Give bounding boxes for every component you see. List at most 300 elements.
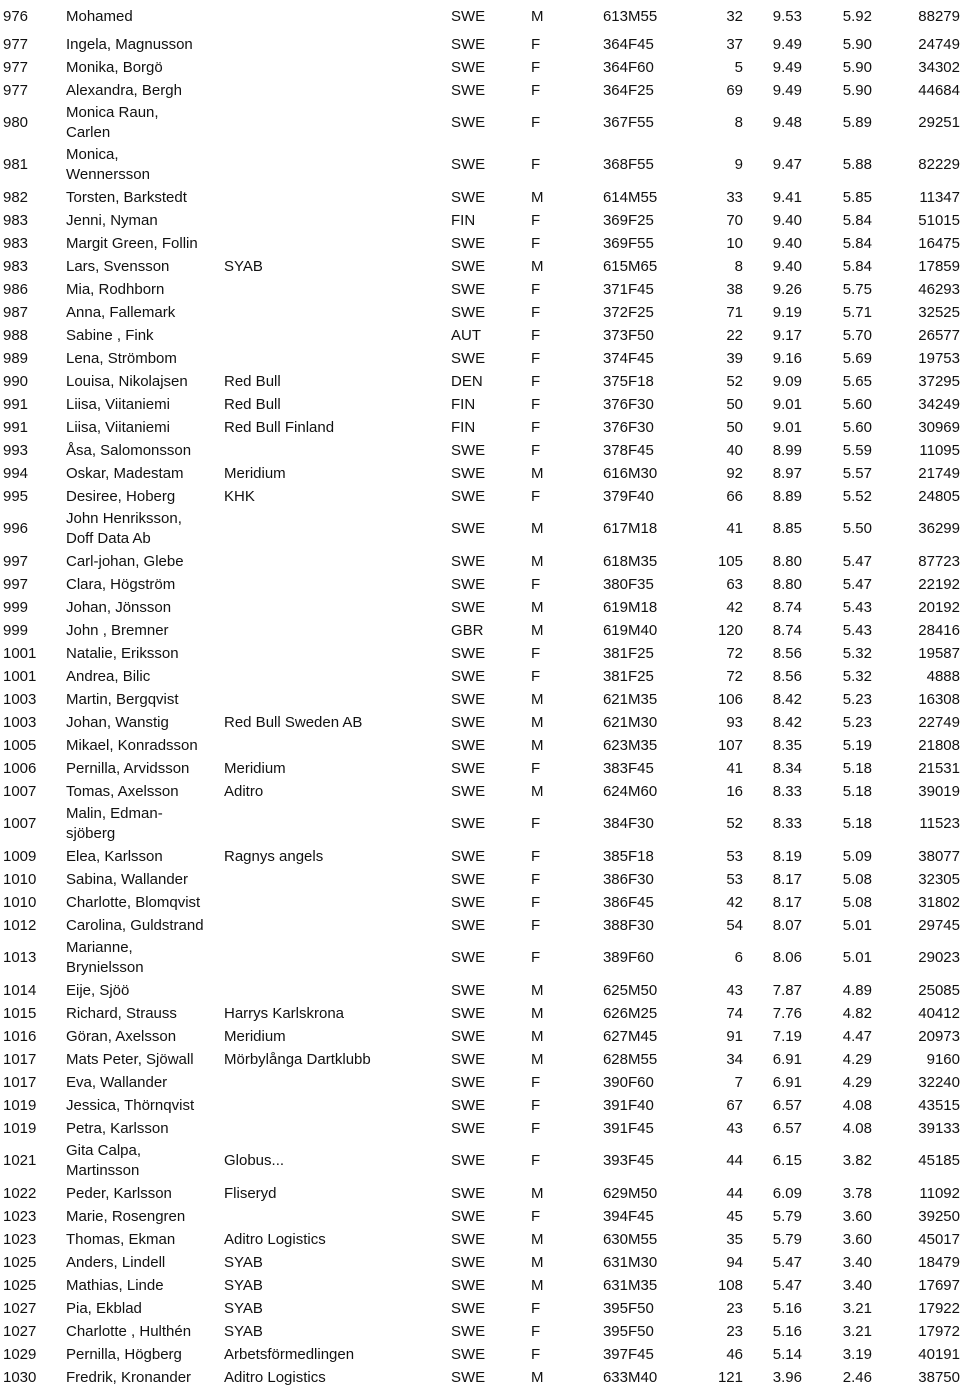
cell-name: Monica Raun, Carlen (66, 104, 159, 141)
cell-place: 1023 (3, 1230, 37, 1248)
cell-club: Fliseryd (224, 1184, 277, 1202)
cell-nation: FIN (451, 418, 476, 436)
cell-speed: 6.91 (772, 1050, 802, 1068)
cell-sex-place: 388 (602, 916, 628, 934)
cell-sex: M (531, 1253, 544, 1271)
cell-club (224, 144, 451, 186)
cell-class-place: 53 (726, 870, 743, 888)
cell-sex: F (531, 303, 541, 321)
cell-club (224, 79, 451, 102)
cell-club (224, 891, 451, 914)
cell-name: John Henriksson, Doff Data Ab (66, 510, 182, 547)
cell-bib: 87723 (918, 552, 960, 570)
cell-class: F50 (628, 1322, 654, 1340)
cell-pace: 5.88 (842, 156, 872, 173)
cell-speed: 9.49 (772, 35, 802, 53)
cell-pace: 5.47 (842, 552, 872, 570)
cell-class: F45 (628, 759, 654, 777)
table-row (0, 937, 960, 979)
cell-pace: 5.23 (842, 690, 872, 708)
cell-class-place: 46 (726, 1345, 743, 1363)
cell-speed: 8.33 (772, 782, 802, 800)
cell-speed: 5.16 (772, 1322, 802, 1340)
cell-class-place: 44 (726, 1184, 743, 1202)
cell-speed: 8.33 (772, 815, 802, 832)
cell-name: Jenni, Nyman (66, 211, 158, 229)
cell-speed: 3.96 (772, 1368, 802, 1386)
table-row (0, 642, 960, 665)
cell-place: 1029 (3, 1345, 37, 1363)
cell-class-place: 107 (717, 736, 743, 754)
cell-class-place: 8 (734, 114, 743, 131)
cell-sex: F (531, 667, 541, 685)
cell-club: KHK (224, 487, 255, 505)
cell-class-place: 67 (726, 1096, 743, 1114)
cell-class: F45 (628, 893, 654, 911)
cell-speed: 9.48 (772, 114, 802, 131)
cell-nation: SWE (451, 575, 486, 593)
cell-class: M35 (628, 736, 658, 754)
cell-bib: 34249 (918, 395, 960, 413)
cell-name: Anders, Lindell (66, 1253, 166, 1271)
table-row (0, 1228, 960, 1251)
cell-place: 1001 (3, 667, 37, 685)
cell-sex: F (531, 349, 541, 367)
cell-place: 1017 (3, 1050, 37, 1068)
cell-speed: 9.40 (772, 257, 802, 275)
cell-name: Petra, Karlsson (66, 1119, 169, 1137)
cell-class-place: 92 (726, 464, 743, 482)
cell-club (224, 301, 451, 324)
cell-bib: 45185 (918, 1152, 960, 1169)
cell-speed: 8.80 (772, 575, 802, 593)
cell-pace: 5.84 (842, 234, 872, 252)
table-row (0, 868, 960, 891)
cell-sex: F (531, 893, 541, 911)
table-row (0, 979, 960, 1002)
cell-class-place: 44 (726, 1152, 743, 1169)
cell-sex-place: 631 (602, 1253, 628, 1271)
cell-sex-place: 376 (602, 418, 628, 436)
cell-sex: F (531, 1096, 541, 1114)
table-row (0, 370, 960, 393)
cell-class-place: 108 (717, 1276, 743, 1294)
cell-class: F50 (628, 326, 654, 344)
cell-nation: SWE (451, 1119, 486, 1137)
cell-sex-place: 389 (602, 949, 628, 966)
cell-place: 1025 (3, 1276, 37, 1294)
cell-speed: 7.87 (772, 981, 802, 999)
cell-sex: M (531, 1027, 544, 1045)
cell-club (224, 1205, 451, 1228)
cell-name: Torsten, Barkstedt (66, 188, 187, 206)
cell-sex-place: 371 (602, 280, 628, 298)
cell-name: Lars, Svensson (66, 257, 170, 275)
cell-name: Pia, Ekblad (66, 1299, 142, 1317)
cell-class-place: 6 (734, 949, 743, 966)
cell-sex: M (531, 1004, 544, 1022)
cell-bib: 16475 (918, 234, 960, 252)
cell-class: F25 (628, 211, 654, 229)
cell-club: Red Bull Sweden AB (224, 713, 363, 731)
table-row (0, 1366, 960, 1389)
cell-place: 1005 (3, 736, 37, 754)
cell-club: SYAB (224, 257, 263, 275)
cell-pace: 5.01 (842, 916, 872, 934)
cell-place: 1019 (3, 1096, 37, 1114)
cell-class-place: 23 (726, 1322, 743, 1340)
cell-class-place: 69 (726, 81, 743, 99)
cell-name: Marie, Rosengren (66, 1207, 186, 1225)
cell-sex-place: 621 (602, 713, 628, 731)
cell-nation: SWE (451, 303, 486, 321)
cell-sex-place: 383 (602, 759, 628, 777)
cell-pace: 3.40 (842, 1276, 872, 1294)
cell-nation: SWE (451, 1152, 486, 1169)
cell-sex-place: 631 (602, 1276, 628, 1294)
cell-speed: 9.26 (772, 280, 802, 298)
cell-name: Martin, Bergqvist (66, 690, 179, 708)
table-row (0, 393, 960, 416)
cell-club (224, 937, 451, 979)
cell-pace: 5.18 (842, 759, 872, 777)
cell-name: Monica, Wennersson (66, 146, 150, 183)
cell-class-place: 91 (726, 1027, 743, 1045)
cell-nation: SWE (451, 35, 486, 53)
cell-class: M50 (628, 981, 658, 999)
cell-sex-place: 628 (602, 1050, 628, 1068)
cell-class: M40 (628, 621, 658, 639)
table-row (0, 347, 960, 370)
cell-place: 1019 (3, 1119, 37, 1137)
cell-class: F60 (628, 1073, 654, 1091)
cell-pace: 5.32 (842, 644, 872, 662)
table-row (0, 845, 960, 868)
cell-sex: F (531, 81, 541, 99)
cell-class: M30 (628, 713, 658, 731)
cell-name: Liisa, Viitaniemi (66, 418, 170, 436)
cell-sex: F (531, 644, 541, 662)
cell-nation: SWE (451, 759, 486, 777)
cell-pace: 5.71 (842, 303, 872, 321)
cell-class: F45 (628, 441, 654, 459)
table-row (0, 757, 960, 780)
cell-place: 994 (3, 464, 29, 482)
cell-nation: SWE (451, 188, 486, 206)
cell-sex-place: 378 (602, 441, 628, 459)
cell-speed: 9.17 (772, 326, 802, 344)
cell-bib: 34302 (918, 58, 960, 76)
cell-name: Elea, Karlsson (66, 847, 163, 865)
cell-class-place: 34 (726, 1050, 743, 1068)
cell-pace: 3.78 (842, 1184, 872, 1202)
cell-speed: 8.42 (772, 713, 802, 731)
cell-sex-place: 381 (602, 644, 628, 662)
table-row (0, 56, 960, 79)
cell-sex-place: 391 (602, 1096, 628, 1114)
cell-sex: F (531, 280, 541, 298)
cell-class-place: 50 (726, 418, 743, 436)
cell-name: Andrea, Bilic (66, 667, 151, 685)
cell-pace: 3.19 (842, 1345, 872, 1363)
cell-club (224, 209, 451, 232)
cell-pace: 3.60 (842, 1230, 872, 1248)
cell-name: Ingela, Magnusson (66, 35, 193, 53)
cell-nation: SWE (451, 782, 486, 800)
cell-club: SYAB (224, 1322, 263, 1340)
cell-class-place: 74 (726, 1004, 743, 1022)
table-row (0, 508, 960, 550)
cell-class-place: 54 (726, 916, 743, 934)
cell-club: Meridium (224, 464, 286, 482)
cell-class-place: 93 (726, 713, 743, 731)
cell-class: F60 (628, 58, 654, 76)
cell-class: F45 (628, 1207, 654, 1225)
cell-name: Louisa, Nikolajsen (66, 372, 188, 390)
cell-class: M45 (628, 1027, 658, 1045)
cell-sex-place: 619 (602, 621, 628, 639)
cell-class-place: 105 (717, 552, 743, 570)
cell-speed: 9.40 (772, 211, 802, 229)
cell-club (224, 914, 451, 937)
cell-nation: DEN (451, 372, 483, 390)
cell-nation: SWE (451, 1276, 486, 1294)
table-row (0, 186, 960, 209)
cell-sex-place: 617 (602, 520, 628, 537)
table-row (0, 1251, 960, 1274)
cell-sex-place: 625 (602, 981, 628, 999)
cell-class-place: 72 (726, 644, 743, 662)
cell-bib: 11523 (919, 815, 960, 832)
cell-place: 1013 (3, 949, 37, 966)
cell-speed: 7.76 (772, 1004, 802, 1022)
cell-sex-place: 386 (602, 893, 628, 911)
cell-pace: 5.18 (842, 782, 872, 800)
cell-bib: 21808 (918, 736, 960, 754)
cell-bib: 31802 (918, 893, 960, 911)
cell-sex: M (531, 257, 544, 275)
table-row (0, 1140, 960, 1182)
cell-nation: SWE (451, 81, 486, 99)
cell-sex-place: 395 (602, 1322, 628, 1340)
table-row (0, 1297, 960, 1320)
cell-sex-place: 390 (602, 1073, 628, 1091)
cell-bib: 43515 (918, 1096, 960, 1114)
cell-class: F30 (628, 916, 654, 934)
table-row (0, 1025, 960, 1048)
cell-sex-place: 372 (602, 303, 628, 321)
cell-sex: M (531, 7, 544, 25)
cell-speed: 6.57 (772, 1119, 802, 1137)
cell-name: Åsa, Salomonsson (66, 441, 192, 459)
cell-bib: 17972 (918, 1322, 960, 1340)
cell-class-place: 52 (726, 372, 743, 390)
cell-name: Pernilla, Arvidsson (66, 759, 190, 777)
cell-name: John , Bremner (66, 621, 169, 639)
cell-class: F40 (628, 1096, 654, 1114)
cell-name: Carolina, Guldstrand (66, 916, 204, 934)
cell-nation: SWE (451, 1096, 486, 1114)
cell-class-place: 41 (726, 520, 743, 537)
cell-place: 1025 (3, 1253, 37, 1271)
cell-nation: SWE (451, 441, 486, 459)
cell-class-place: 53 (726, 847, 743, 865)
cell-speed: 8.80 (772, 552, 802, 570)
cell-place: 997 (3, 552, 29, 570)
table-row (0, 780, 960, 803)
cell-class-place: 72 (726, 667, 743, 685)
cell-speed: 5.47 (772, 1253, 802, 1271)
cell-nation: SWE (451, 156, 486, 173)
cell-club (224, 1071, 451, 1094)
cell-pace: 5.70 (842, 326, 872, 344)
cell-sex: M (531, 713, 544, 731)
cell-sex-place: 375 (602, 372, 628, 390)
cell-speed: 9.49 (772, 81, 802, 99)
cell-pace: 5.09 (842, 847, 872, 865)
cell-speed: 5.47 (772, 1276, 802, 1294)
cell-bib: 25085 (918, 981, 960, 999)
cell-class: F25 (628, 303, 654, 321)
table-row (0, 278, 960, 301)
cell-bib: 21531 (918, 759, 960, 777)
cell-bib: 46293 (918, 280, 960, 298)
cell-nation: SWE (451, 1230, 486, 1248)
cell-sex-place: 385 (602, 847, 628, 865)
cell-sex-place: 391 (602, 1119, 628, 1137)
cell-nation: SWE (451, 1184, 486, 1202)
cell-class: M55 (628, 1050, 658, 1068)
cell-nation: SWE (451, 58, 486, 76)
cell-sex-place: 623 (602, 736, 628, 754)
cell-speed: 9.01 (772, 418, 802, 436)
cell-sex: F (531, 1345, 541, 1363)
cell-bib: 24805 (918, 487, 960, 505)
cell-class-place: 40 (726, 441, 743, 459)
cell-club (224, 186, 451, 209)
cell-sex-place: 364 (602, 35, 628, 53)
cell-sex: F (531, 870, 541, 888)
cell-class: F45 (628, 1345, 654, 1363)
cell-class: M55 (628, 7, 658, 25)
cell-club: Meridium (224, 759, 286, 777)
cell-class-place: 50 (726, 395, 743, 413)
cell-bib: 4888 (926, 667, 960, 685)
cell-place: 987 (3, 303, 29, 321)
table-row (0, 573, 960, 596)
cell-speed: 9.09 (772, 372, 802, 390)
cell-bib: 22749 (918, 713, 960, 731)
table-row (0, 1182, 960, 1205)
cell-class: F25 (628, 667, 654, 685)
cell-name: Carl-johan, Glebe (66, 552, 184, 570)
cell-pace: 4.29 (842, 1073, 872, 1091)
cell-class: M60 (628, 782, 658, 800)
cell-class-place: 42 (726, 598, 743, 616)
cell-class-place: 8 (734, 257, 743, 275)
cell-sex: F (531, 58, 541, 76)
cell-speed: 8.34 (772, 759, 802, 777)
cell-club (224, 324, 451, 347)
table-row (0, 914, 960, 937)
cell-class: M55 (628, 1230, 658, 1248)
cell-sex: F (531, 395, 541, 413)
cell-sex: F (531, 1152, 541, 1169)
cell-speed: 5.79 (772, 1230, 802, 1248)
cell-club (224, 803, 451, 845)
table-row (0, 1094, 960, 1117)
cell-speed: 8.56 (772, 644, 802, 662)
table-row (0, 1002, 960, 1025)
cell-pace: 5.85 (842, 188, 872, 206)
cell-name: Mohamed (66, 7, 133, 25)
cell-speed: 5.14 (772, 1345, 802, 1363)
table-row (0, 1205, 960, 1228)
cell-class-place: 121 (717, 1368, 743, 1386)
cell-class: F55 (628, 114, 654, 131)
cell-class: F30 (628, 870, 654, 888)
cell-sex: M (531, 552, 544, 570)
cell-club (224, 0, 451, 33)
cell-class-place: 37 (726, 35, 743, 53)
table-row (0, 439, 960, 462)
cell-bib: 40412 (918, 1004, 960, 1022)
cell-class: F25 (628, 81, 654, 99)
cell-sex: M (531, 598, 544, 616)
cell-pace: 4.29 (842, 1050, 872, 1068)
cell-club: Aditro Logistics (224, 1230, 326, 1248)
cell-club (224, 56, 451, 79)
cell-name: Johan, Jönsson (66, 598, 172, 616)
cell-place: 976 (3, 7, 29, 25)
cell-sex-place: 397 (602, 1345, 628, 1363)
cell-bib: 39250 (918, 1207, 960, 1225)
cell-class-place: 35 (726, 1230, 743, 1248)
cell-name: Johan, Wanstig (66, 713, 169, 731)
cell-name: Alexandra, Bergh (66, 81, 182, 99)
cell-club (224, 1094, 451, 1117)
table-row (0, 102, 960, 144)
cell-speed: 8.56 (772, 667, 802, 685)
cell-class: F30 (628, 815, 654, 832)
cell-sex-place: 376 (602, 395, 628, 413)
cell-bib: 38077 (918, 847, 960, 865)
cell-name: Oskar, Madestam (66, 464, 184, 482)
cell-sex: F (531, 487, 541, 505)
cell-bib: 40191 (918, 1345, 960, 1363)
cell-speed: 9.19 (772, 303, 802, 321)
cell-sex: F (531, 916, 541, 934)
cell-nation: SWE (451, 713, 486, 731)
table-row (0, 550, 960, 573)
cell-bib: 39019 (918, 782, 960, 800)
table-row (0, 1071, 960, 1094)
cell-class: F45 (628, 1119, 654, 1137)
cell-club: Aditro Logistics (224, 1368, 326, 1386)
cell-name: Eva, Wallander (66, 1073, 168, 1091)
cell-club: Red Bull Finland (224, 418, 335, 436)
cell-speed: 6.15 (772, 1152, 802, 1169)
cell-sex-place: 367 (602, 114, 628, 131)
cell-bib: 26577 (918, 326, 960, 344)
table-row (0, 619, 960, 642)
cell-sex-place: 393 (602, 1152, 628, 1169)
cell-place: 1014 (3, 981, 37, 999)
cell-place: 1012 (3, 916, 37, 934)
cell-speed: 8.97 (772, 464, 802, 482)
cell-club (224, 573, 451, 596)
cell-place: 999 (3, 598, 29, 616)
